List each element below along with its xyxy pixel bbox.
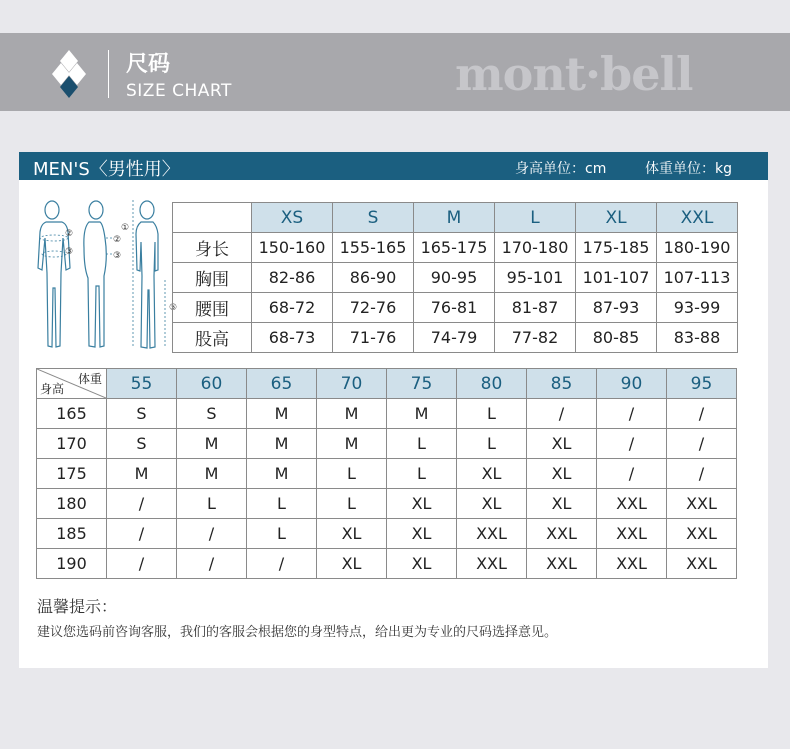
table-row xyxy=(173,233,738,263)
table-cell: XL xyxy=(457,459,527,489)
table-cell: M xyxy=(317,399,387,429)
table-cell: M xyxy=(247,459,317,489)
table-cell: / xyxy=(527,399,597,429)
marker-1-icon: ① xyxy=(121,223,130,233)
table-cell: XL xyxy=(387,549,457,579)
table-cell: / xyxy=(597,399,667,429)
table-cell: S xyxy=(177,399,247,429)
row-label: 胸围 xyxy=(173,263,252,293)
table-cell: M xyxy=(247,399,317,429)
table-cell: 155-165 xyxy=(333,233,414,263)
height-row-label: 165 xyxy=(37,399,107,429)
table-cell: / xyxy=(107,549,177,579)
weight-col-header: 90 xyxy=(597,369,667,399)
table-cell: 68-73 xyxy=(252,323,333,353)
table-cell: XL xyxy=(527,429,597,459)
table-cell: L xyxy=(247,519,317,549)
table-cell: XXL xyxy=(667,549,737,579)
table-cell: L xyxy=(457,399,527,429)
table-cell: XXL xyxy=(597,549,667,579)
weight-col-header: 75 xyxy=(387,369,457,399)
table-cell: 81-87 xyxy=(495,293,576,323)
size-table-header xyxy=(173,203,738,233)
table-cell: 107-113 xyxy=(657,263,738,293)
table-cell: / xyxy=(667,399,737,429)
table-cell: XL xyxy=(527,489,597,519)
diamond-logo-icon xyxy=(52,50,86,98)
section-title: MEN'S〈男性用〉 xyxy=(33,159,180,180)
weight-col-header: 80 xyxy=(457,369,527,399)
corner-height-label: 身高 xyxy=(40,382,65,396)
marker-2b-icon: ② xyxy=(113,235,122,245)
size-col-header: L xyxy=(495,203,576,233)
size-col-header: XXL xyxy=(657,203,738,233)
row-label: 股高 xyxy=(173,323,252,353)
table-cell: M xyxy=(317,429,387,459)
table-row xyxy=(173,323,738,353)
table-cell: XL xyxy=(387,519,457,549)
table-cell: 83-88 xyxy=(657,323,738,353)
table-row xyxy=(37,399,737,429)
height-row-label: 180 xyxy=(37,489,107,519)
table-cell: L xyxy=(387,459,457,489)
table-row xyxy=(173,263,738,293)
table-cell: XXL xyxy=(527,549,597,579)
tips-title: 温馨提示： xyxy=(37,597,118,616)
corner-weight-label: 体重 xyxy=(77,372,102,386)
table-cell: 71-76 xyxy=(333,323,414,353)
height-row-label: 190 xyxy=(37,549,107,579)
table-cell: M xyxy=(107,459,177,489)
height-row-label: 170 xyxy=(37,429,107,459)
table-cell: M xyxy=(177,459,247,489)
table-cell: 180-190 xyxy=(657,233,738,263)
tips-text: 建议您选码前咨询客服，我们的客服会根据您的身型特点，给出更为专业的尺码选择意见。 xyxy=(37,625,558,640)
table-cell: M xyxy=(247,429,317,459)
table-cell: 82-86 xyxy=(252,263,333,293)
table-cell: 74-79 xyxy=(414,323,495,353)
size-col-header: XL xyxy=(576,203,657,233)
table-cell: XL xyxy=(457,489,527,519)
table-cell: / xyxy=(667,429,737,459)
table-cell: / xyxy=(177,549,247,579)
fit-table-corner xyxy=(37,369,107,399)
table-cell: XXL xyxy=(597,489,667,519)
table-cell: S xyxy=(107,399,177,429)
table-cell: XL xyxy=(387,489,457,519)
height-row-label: 175 xyxy=(37,459,107,489)
table-cell: 95-101 xyxy=(495,263,576,293)
table-cell: M xyxy=(177,429,247,459)
marker-5-icon: ⑤ xyxy=(169,303,178,313)
table-cell: 101-107 xyxy=(576,263,657,293)
table-cell: L xyxy=(177,489,247,519)
table-cell: XXL xyxy=(667,519,737,549)
table-cell: XXL xyxy=(457,549,527,579)
marker-2-icon: ② xyxy=(65,229,74,239)
table-cell: 90-95 xyxy=(414,263,495,293)
page-title: 尺码 xyxy=(126,52,171,77)
table-row xyxy=(37,429,737,459)
weight-col-header: 70 xyxy=(317,369,387,399)
height-unit-label: 身高单位：cm xyxy=(515,161,607,177)
size-table xyxy=(172,202,738,353)
weight-col-header: 95 xyxy=(667,369,737,399)
table-row xyxy=(37,519,737,549)
table-cell: / xyxy=(597,429,667,459)
weight-col-header: 85 xyxy=(527,369,597,399)
weight-col-header: 65 xyxy=(247,369,317,399)
table-cell: / xyxy=(107,519,177,549)
table-row xyxy=(37,549,737,579)
size-col-header: M xyxy=(414,203,495,233)
table-cell: 93-99 xyxy=(657,293,738,323)
table-cell: XL xyxy=(317,549,387,579)
weight-col-header: 55 xyxy=(107,369,177,399)
table-cell: 175-185 xyxy=(576,233,657,263)
marker-3b-icon: ③ xyxy=(113,251,122,261)
size-table-corner xyxy=(173,203,252,233)
header-banner xyxy=(0,33,790,111)
table-cell: 72-76 xyxy=(333,293,414,323)
row-label: 身长 xyxy=(173,233,252,263)
table-cell: 170-180 xyxy=(495,233,576,263)
table-cell: XXL xyxy=(527,519,597,549)
table-cell: 150-160 xyxy=(252,233,333,263)
table-cell: XXL xyxy=(457,519,527,549)
table-row xyxy=(173,293,738,323)
weight-col-header: 60 xyxy=(177,369,247,399)
fit-table-header xyxy=(37,369,737,399)
size-chart-panel xyxy=(19,152,768,668)
table-cell: 76-81 xyxy=(414,293,495,323)
table-cell: 80-85 xyxy=(576,323,657,353)
table-cell: L xyxy=(317,459,387,489)
body-measurement-figure xyxy=(37,198,187,358)
header-divider xyxy=(108,50,109,98)
marker-3-icon: ③ xyxy=(65,247,74,257)
weight-unit-label: 体重单位：kg xyxy=(645,161,732,177)
section-bar xyxy=(19,152,768,180)
table-cell: 86-90 xyxy=(333,263,414,293)
table-row xyxy=(37,489,737,519)
row-label: 腰围 xyxy=(173,293,252,323)
table-cell: M xyxy=(387,399,457,429)
height-row-label: 185 xyxy=(37,519,107,549)
table-cell: L xyxy=(457,429,527,459)
table-cell: XL xyxy=(527,459,597,489)
size-col-header: S xyxy=(333,203,414,233)
table-cell: L xyxy=(247,489,317,519)
table-cell: / xyxy=(247,549,317,579)
table-cell: L xyxy=(317,489,387,519)
table-cell: L xyxy=(387,429,457,459)
fit-table xyxy=(36,368,737,579)
page-subtitle: SIZE CHART xyxy=(126,81,232,101)
table-cell: / xyxy=(107,489,177,519)
table-cell: 165-175 xyxy=(414,233,495,263)
table-cell: / xyxy=(667,459,737,489)
table-cell: XXL xyxy=(597,519,667,549)
table-row xyxy=(37,459,737,489)
size-col-header: XS xyxy=(252,203,333,233)
table-cell: XXL xyxy=(667,489,737,519)
table-cell: XL xyxy=(317,519,387,549)
table-cell: S xyxy=(107,429,177,459)
table-cell: 68-72 xyxy=(252,293,333,323)
table-cell: 87-93 xyxy=(576,293,657,323)
table-cell: / xyxy=(177,519,247,549)
table-cell: / xyxy=(597,459,667,489)
brand-logo: mont·bell xyxy=(455,47,693,101)
table-cell: 77-82 xyxy=(495,323,576,353)
